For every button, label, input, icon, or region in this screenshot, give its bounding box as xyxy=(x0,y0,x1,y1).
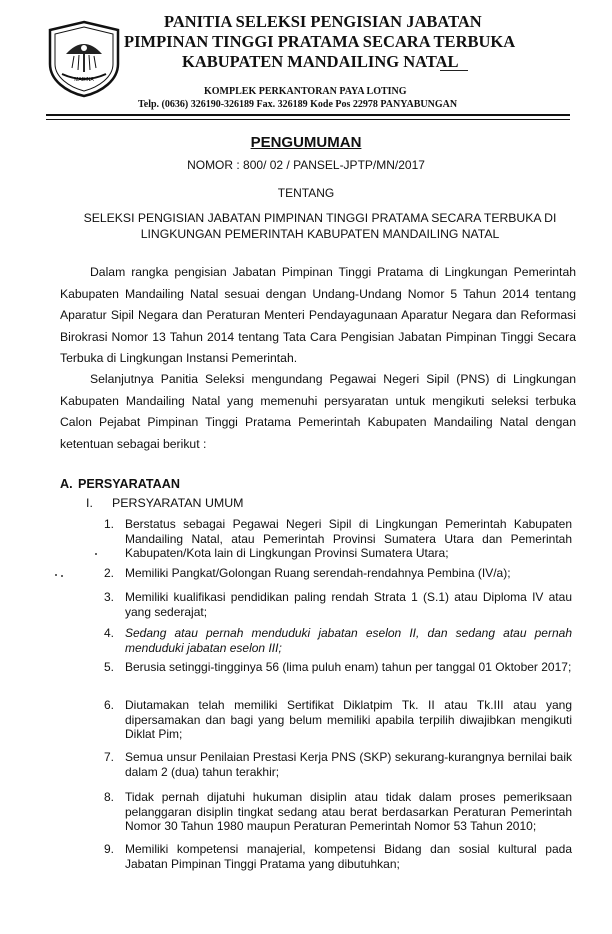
scan-speck xyxy=(95,553,97,555)
requirement-item xyxy=(104,660,572,675)
requirement-text: Tidak pernah dijatuhi hukuman disiplin atau tidak dalam proses pemeriksaan pelanggaran disiplin tingkat sedang atau berat berdasarkan Peraturan Pemerintah Nomor 30 Tahun 1980 maupun Peraturan Pemerintah Nomor 53 Tahun 2010; xyxy=(125,790,572,833)
section-a-label: PERSYARATAAN xyxy=(78,477,180,491)
requirement-text: Berstatus sebagai Pegawai Negeri Sipil di Lingkungan Pemerintah Kabupaten Mandailing Natal, atau Pemerintah Provinsi Sumatera Utara dan Pemerintah Kabupaten/Kota lain di Lingkungan Provinsi Sumatera Utara; xyxy=(125,517,572,560)
requirement-number: 2. xyxy=(104,566,115,580)
requirement-item xyxy=(104,590,572,619)
requirement-item xyxy=(104,790,572,834)
requirement-item xyxy=(104,566,572,581)
signature-stroke xyxy=(440,70,468,71)
document-subject: SELEKSI PENGISIAN JABATAN PIMPINAN TINGGI PRATAMA SECARA TERBUKA DI LINGKUNGAN PEMERINTAH KABUPATEN MANDAILING NATAL xyxy=(83,211,557,241)
requirement-text: Diutamakan telah memiliki Sertifikat Diklatpim Tk. II atau Tk.III atau yang dipersamakan dan bagi yang belum memiliki apabila terpilih diwajibkan mengikuti Diklat Pim; xyxy=(125,698,572,741)
requirement-text: Sedang atau pernah menduduki jabatan eselon II, dan sedang atau pernah menduduki jabatan eselon III; xyxy=(125,626,572,655)
paragraph-invitation: Selanjutnya Panitia Seleksi mengundang Pegawai Negeri Sipil (PNS) di Lingkungan Kabupaten Mandailing Natal yang memenuhi persyaratan untuk mengikuti seleksi terbuka Calon Pejabat Pimpinan Tinggi Pratama Pemerintah Kabupaten Mandailing Natal dengan ketentuan sebagai berikut : xyxy=(60,372,576,451)
logo-text: MADINA xyxy=(74,77,94,83)
paragraph-intro: Dalam rangka pengisian Jabatan Pimpinan Tinggi Pratama di Lingkungan Pemerintah Kabupaten Mandailing Natal sesuai dengan Undang-Undang Nomor 5 Tahun 2014 tentang Aparatur Sipil Negara dan Peraturan Menteri Pendayagunaan Aparatur Negara dan Reformasi Birokrasi Nomor 13 Tahun 2014 tentang Tata Cara Pengisian Jabatan Pimpinan Tinggi Secara Terbuka di Lingkungan Instansi Pemerintah. xyxy=(60,265,576,365)
requirement-item xyxy=(104,750,572,779)
header-line-2: PIMPINAN TINGGI PRATAMA SECARA TERBUKA xyxy=(124,32,516,51)
requirement-number: 6. xyxy=(104,698,115,712)
requirement-text: Semua unsur Penilaian Prestasi Kerja PNS (SKP) sekurang-kurangnya bernilai baik dalam 2 (dua) tahun terakhir; xyxy=(125,750,572,779)
section-a-heading xyxy=(60,477,180,491)
requirement-number: 5. xyxy=(104,660,115,674)
requirement-text: Memiliki kualifikasi pendidikan paling rendah Strata 1 (S.1) atau Diploma IV atau yang sederajat; xyxy=(125,590,572,619)
scan-speck xyxy=(61,575,63,577)
requirement-text: Memiliki Pangkat/Golongan Ruang serendah-rendahnya Pembina (IV/a); xyxy=(125,566,511,580)
regency-emblem-logo xyxy=(46,20,122,98)
requirement-number: 1. xyxy=(104,517,115,531)
section-a-number: A. xyxy=(60,477,73,491)
scan-speck xyxy=(55,574,57,576)
requirement-item xyxy=(104,626,572,655)
requirement-number: 8. xyxy=(104,790,115,804)
requirement-item xyxy=(104,698,572,742)
requirement-number: 3. xyxy=(104,590,115,604)
header-line-1: PANITIA SELEKSI PENGISIAN JABATAN xyxy=(164,12,482,31)
header-address: KOMPLEK PERKANTORAN PAYA LOTING xyxy=(204,86,407,97)
requirement-number: 4. xyxy=(104,626,115,640)
requirement-text: Berusia setinggi-tingginya 56 (lima puluh enam) tahun per tanggal 01 Oktober 2017; xyxy=(125,660,572,674)
requirement-number: 9. xyxy=(104,842,115,856)
requirement-item xyxy=(104,842,572,871)
section-i-heading xyxy=(86,496,244,510)
document-title: PENGUMUMAN xyxy=(250,134,362,151)
section-i-label: PERSYARATAN UMUM xyxy=(112,496,244,510)
document-number: NOMOR : 800/ 02 / PANSEL-JPTP/MN/2017 xyxy=(187,158,425,172)
header-contact: Telp. (0636) 326190-326189 Fax. 326189 Kode Pos 22978 PANYABUNGAN xyxy=(138,99,458,110)
section-i-number: I. xyxy=(86,496,93,510)
header-line-3: KABUPATEN MANDAILING NATAL xyxy=(182,52,459,71)
letterhead-rule-thin xyxy=(46,119,570,120)
requirement-number: 7. xyxy=(104,750,115,764)
requirement-item xyxy=(104,517,572,561)
requirement-text: Memiliki kompetensi manajerial, kompetensi Bidang dan sosial kultural pada Jabatan Pimpinan Tinggi Pratama yang dibutuhkan; xyxy=(125,842,572,871)
letterhead-rule-thick xyxy=(46,114,570,116)
tentang-label: TENTANG xyxy=(277,186,335,200)
